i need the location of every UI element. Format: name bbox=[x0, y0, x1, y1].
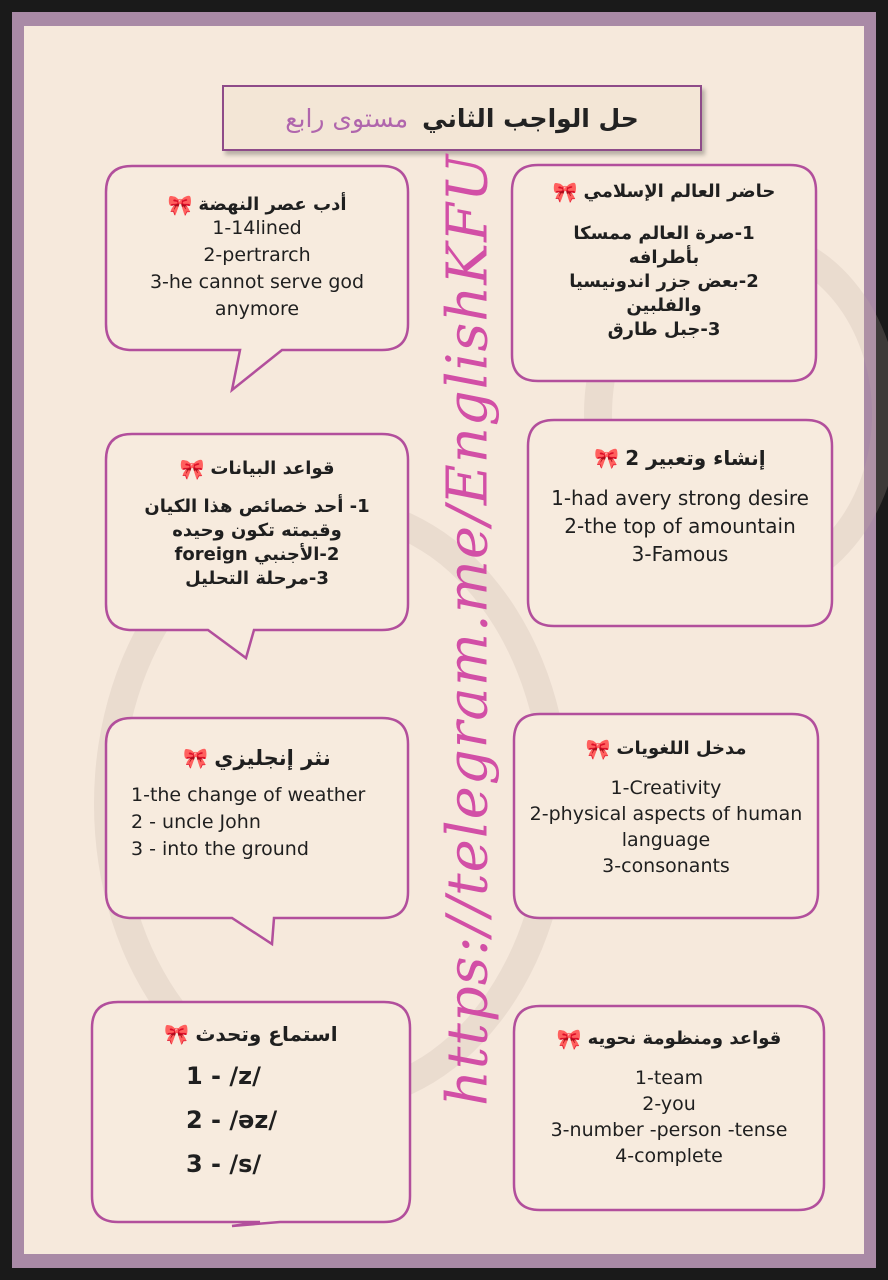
answer-line: 3-he cannot serve god bbox=[149, 271, 365, 293]
bow-icon: 🎀 bbox=[585, 736, 611, 761]
answer-line: 2-بعض جزر اندونيسيا bbox=[569, 271, 759, 292]
answer-line: 1-the change of weather bbox=[131, 784, 366, 806]
card-heading: نثر إنجليزي 🎀 bbox=[183, 746, 331, 770]
card-linguistics bbox=[512, 712, 820, 922]
answer-line: 3-مرحلة التحليل bbox=[185, 568, 329, 589]
level-label: مستوى رابع bbox=[285, 103, 409, 133]
answer-line: anymore bbox=[214, 298, 300, 320]
bow-icon: 🎀 bbox=[552, 179, 578, 204]
answer-line: 1-صرة العالم ممسكا bbox=[573, 223, 755, 244]
answer-line: 2-you bbox=[642, 1093, 696, 1115]
answer-line: language bbox=[621, 829, 711, 851]
bow-icon: 🎀 bbox=[183, 746, 209, 770]
telegram-url-watermark: https://telegram.me/EnglishKFU bbox=[435, 153, 501, 1107]
answer-line: 3-consonants bbox=[602, 855, 730, 877]
answer-line: 3-Famous bbox=[631, 542, 729, 566]
bow-icon: 🎀 bbox=[167, 192, 193, 217]
answer-line: وقيمته تكون وحيده bbox=[172, 520, 342, 541]
answer-line: 2-physical aspects of human bbox=[529, 803, 803, 825]
answer-line: 2 - /əz/ bbox=[186, 1106, 278, 1134]
card-grammar bbox=[512, 1004, 826, 1214]
page-title: حل الواجب الثاني bbox=[422, 103, 639, 133]
card-renaissance bbox=[104, 164, 410, 394]
card-database bbox=[104, 432, 410, 662]
answer-line: 2-الأجنبي foreign bbox=[174, 544, 340, 565]
answer-line: 1-14lined bbox=[212, 217, 302, 239]
card-heading: حاضر العالم الإسلامي 🎀 bbox=[552, 179, 776, 204]
card-composition bbox=[526, 418, 834, 630]
answer-line: 2 - uncle John bbox=[131, 811, 261, 833]
answer-line: 1 - /z/ bbox=[186, 1062, 261, 1090]
answer-line: 1-Creativity bbox=[610, 777, 722, 799]
card-heading: مدخل اللغويات 🎀 bbox=[585, 736, 747, 761]
answer-line: 3-جبل طارق bbox=[607, 319, 721, 340]
answer-line: 3 - into the ground bbox=[131, 838, 309, 860]
answer-line: 2-pertrarch bbox=[203, 244, 311, 266]
answer-line: 3 - /s/ bbox=[186, 1150, 262, 1178]
answer-line: 1- أحد خصائص هذا الكيان bbox=[144, 496, 370, 517]
card-heading: قواعد البيانات 🎀 bbox=[179, 456, 335, 481]
bow-icon: 🎀 bbox=[164, 1022, 190, 1046]
answer-line: بأطرافه bbox=[628, 247, 700, 268]
bow-icon: 🎀 bbox=[556, 1026, 582, 1051]
answer-line: 2-the top of amountain bbox=[564, 514, 796, 538]
title-box bbox=[222, 85, 702, 151]
answer-line: 3-number -person -tense bbox=[550, 1119, 788, 1141]
bow-icon: 🎀 bbox=[594, 446, 620, 470]
bow-icon: 🎀 bbox=[179, 456, 205, 481]
card-islamic bbox=[510, 163, 818, 385]
card-heading: إنشاء وتعبير 2 🎀 bbox=[594, 446, 766, 470]
card-heading: أدب عصر النهضة 🎀 bbox=[167, 192, 347, 217]
answer-line: والفلبين bbox=[626, 295, 702, 316]
answer-line: 1-team bbox=[634, 1067, 704, 1089]
card-heading: استماع وتحدث 🎀 bbox=[164, 1022, 338, 1046]
card-prose bbox=[104, 716, 410, 948]
card-listening bbox=[90, 1000, 412, 1230]
answer-line: 4-complete bbox=[615, 1145, 723, 1167]
card-heading: قواعد ومنظومة نحويه 🎀 bbox=[556, 1026, 782, 1051]
answer-line: 1-had avery strong desire bbox=[551, 486, 809, 510]
